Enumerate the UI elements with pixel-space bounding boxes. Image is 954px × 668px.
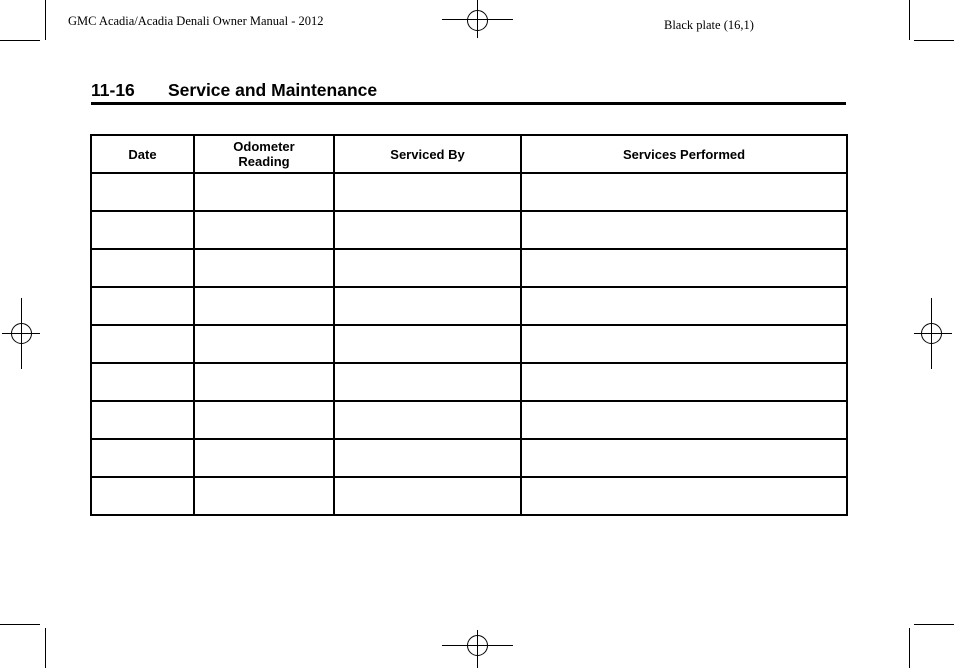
date-cell [91, 439, 194, 477]
column-header-services-performed: Services Performed [521, 135, 847, 173]
section-header [91, 80, 846, 105]
serviced-by-cell [334, 363, 521, 401]
services-performed-cell [521, 287, 847, 325]
crop-mark [909, 0, 910, 40]
date-cell [91, 363, 194, 401]
serviced-by-cell [334, 173, 521, 211]
odometer-cell [194, 401, 334, 439]
crop-mark [914, 40, 954, 41]
services-performed-cell [521, 363, 847, 401]
date-cell [91, 325, 194, 363]
column-header-serviced-by: Serviced By [334, 135, 521, 173]
table-row [91, 363, 847, 401]
table-row [91, 401, 847, 439]
odometer-cell [194, 363, 334, 401]
page-number: 11-16 [91, 80, 135, 100]
services-performed-cell [521, 401, 847, 439]
services-performed-cell [521, 173, 847, 211]
service-log-table [90, 134, 848, 516]
table-row [91, 325, 847, 363]
section-title: Service and Maintenance [168, 80, 378, 100]
serviced-by-cell [334, 249, 521, 287]
services-performed-cell [521, 439, 847, 477]
odometer-cell [194, 249, 334, 287]
date-cell [91, 249, 194, 287]
table-header-row [91, 135, 847, 173]
manual-title: GMC Acadia/Acadia Denali Owner Manual - 2012 [68, 14, 324, 28]
odometer-cell [194, 287, 334, 325]
crop-mark [914, 624, 954, 625]
services-performed-cell [521, 211, 847, 249]
crop-mark [45, 0, 46, 40]
column-header-odometer-reading: Odometer Reading [194, 135, 334, 173]
date-cell [91, 287, 194, 325]
date-cell [91, 401, 194, 439]
serviced-by-cell [334, 477, 521, 515]
services-performed-cell [521, 325, 847, 363]
crop-mark [45, 628, 46, 668]
column-header-date: Date [91, 135, 194, 173]
table-row [91, 249, 847, 287]
odometer-cell [194, 439, 334, 477]
table-row [91, 211, 847, 249]
table-row [91, 439, 847, 477]
date-cell [91, 211, 194, 249]
odometer-cell [194, 211, 334, 249]
date-cell [91, 173, 194, 211]
serviced-by-cell [334, 211, 521, 249]
services-performed-cell [521, 477, 847, 515]
plate-info: Black plate (16,1) [664, 18, 754, 32]
odometer-cell [194, 325, 334, 363]
serviced-by-cell [334, 439, 521, 477]
serviced-by-cell [334, 287, 521, 325]
table-row [91, 477, 847, 515]
odometer-cell [194, 477, 334, 515]
crop-mark [0, 624, 40, 625]
table-row [91, 173, 847, 211]
serviced-by-cell [334, 401, 521, 439]
table-row [91, 287, 847, 325]
date-cell [91, 477, 194, 515]
crop-mark [909, 628, 910, 668]
crop-mark [0, 40, 40, 41]
serviced-by-cell [334, 325, 521, 363]
services-performed-cell [521, 249, 847, 287]
odometer-cell [194, 173, 334, 211]
